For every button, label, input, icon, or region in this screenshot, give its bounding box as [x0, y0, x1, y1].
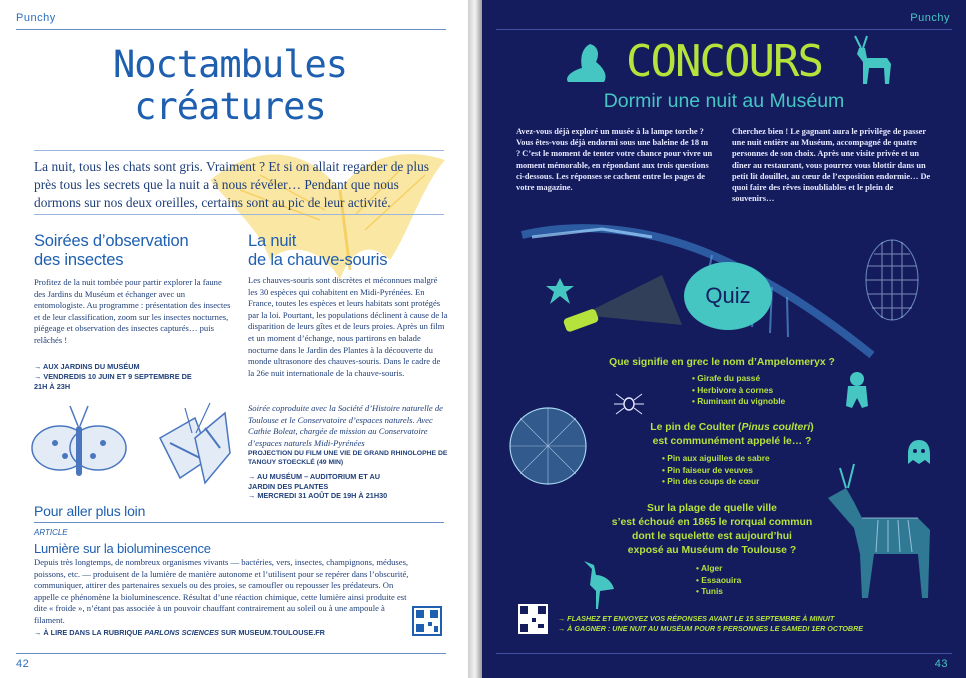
question-1-answers [692, 373, 832, 408]
article-title: Lumière sur la bioluminescence [34, 541, 211, 556]
q1-answer-2[interactable]: • Herbivore à cornes [692, 384, 774, 395]
q3-answer-1[interactable]: • Alger [696, 563, 723, 573]
question-2: Le pin de Coulter (Pinus coulteri) est communément appelé le… ? [650, 422, 814, 447]
heron-icon [578, 555, 620, 611]
insects-when: → VENDREDIS 10 JUIN ET 9 SEPTEMBRE DE 21H À 23H [34, 372, 192, 391]
top-rule-right [496, 29, 952, 30]
page-number-left: 42 [16, 658, 30, 670]
contest-col2: Cherchez bien ! Le gagnant aura le privilège de passer une nuit entière au Muséum, accompagné de quatre personnes de son choix. Après une visite privée et un dîner au restaurant, vous pourrez vous blottir dans un petit lit douillet, au cœur de l’exposition endormie… De quoi faire des rêves inoubliables et le plein de souvenirs… [732, 127, 931, 204]
contest-title: CONCOURS [626, 36, 822, 87]
bottom-rule-right [496, 653, 952, 654]
ampelomeryx-illustration [818, 458, 948, 608]
contest-footer [558, 614, 958, 634]
question-1: Que signifie en grec le nom d’Ampelomeryx ? [609, 357, 835, 368]
q2-answer-1[interactable]: • Pin aux aiguilles de sabre [662, 453, 770, 463]
brand-label-right: Punchy [910, 12, 950, 24]
monkey-icon [840, 370, 874, 410]
book-gutter [468, 0, 482, 678]
q3-answer-2[interactable]: • Essaouira [696, 574, 742, 585]
intro-text: La nuit, tous les chats sont gris. Vraiment ? Et si on allait regarder de plus près tous les secrets que la nuit a à nous révéler… Pendant que nous dormons sur nos deux oreilles, certains sont au pic de leur activité. [34, 159, 429, 210]
top-rule [16, 29, 446, 30]
bats-heading: La nuit de la chauve-souris [248, 232, 388, 269]
contest-col1: Avez-vous déjà exploré un musée à la lampe torche ? Vous êtes-vous déjà endormi sous une baleine de 18 m ? C’est le moment de tenter votre chance pour vivre un moment mémorable, en répondant aux trois questions ci-dessous. Les réponses se cachent entre les pages de votre magazine. [516, 127, 713, 193]
question-3-answers [696, 563, 786, 598]
insects-where: → AUX JARDINS DU MUSÉUM [34, 362, 140, 371]
left-page [0, 0, 468, 678]
quiz-badge: Quiz [684, 262, 772, 330]
brand-label: Punchy [16, 12, 56, 24]
contest-prize: → À GAGNER : UNE NUIT AU MUSÉUM POUR 5 PERSONNES LE SAMEDI 1ER OCTOBRE [558, 624, 864, 633]
radiolarian-illustration [506, 404, 590, 488]
qr-code-left[interactable] [412, 606, 442, 636]
insects-heading: Soirées d’observation des insectes [34, 232, 189, 269]
insects-body: Profitez de la nuit tombée pour partir explorer la faune des Jardins du Muséum et échanger avec un entomologiste. Au programme : présentation des insectes et de leur classification, zoom sur les insectes nocturnes, piégeage et observation des insectes capturés… puis relâchés ! [34, 277, 231, 345]
intro-rule-bottom [34, 214, 444, 215]
qr-code-right[interactable] [518, 604, 548, 634]
article-link[interactable]: → À LIRE DANS LA RUBRIQUE PARLONS SCIENCES SUR MUSEUM.TOULOUSE.FR [34, 628, 325, 637]
bats-when: → MERCREDI 31 AOÛT DE 19H À 21H30 [248, 491, 388, 500]
q3-answer-3[interactable]: • Tunis [696, 586, 723, 596]
q1-answer-1[interactable]: • Girafe du passé [692, 373, 761, 383]
q2-answer-3[interactable]: • Pin des coups de cœur [662, 476, 760, 486]
bats-projection: PROJECTION DU FILM UNE VIE DE GRAND RHINOLOPHE DE TANGUY STOECKLÉ (49 MIN) [248, 450, 448, 466]
moth-illustrations [20, 398, 240, 493]
bats-body: Les chauves-souris sont discrètes et méconnues malgré les 30 espèces qui cohabitent en Midi-Pyrénées. En France, toutes les espèces et leurs habitats sont protégés par la loi. Pourtant, les populations déclinent à cause de la disparition de leurs gîtes et de leurs proies. Après un film et un moment d’échange, nous partirons en balade nocturne dans le Jardin des Plantes à la découverte du monde ultrasonore des chauves-souris. Dans le cadre de la 26e nuit internationale de la chauve-souris. [248, 275, 448, 378]
page-number-right: 43 [934, 658, 948, 670]
pine-cone-illustration [862, 236, 922, 324]
right-page [482, 0, 966, 678]
contest-subtitle: Dormir une nuit au Muséum [603, 90, 845, 112]
contest-deadline: → FLASHEZ ET ENVOYEZ VOS RÉPONSES AVANT LE 15 SEPTEMBRE À MINUIT [558, 614, 835, 623]
question-3: Sur la plage de quelle ville s’est échoué en 1865 le rorqual commun dont le squelette est aujourd’hui exposé au Muséum de Toulouse ? [611, 503, 813, 556]
article-kicker: ARTICLE [34, 528, 68, 537]
question-2-answers [662, 453, 832, 488]
q2-answer-2[interactable]: • Pin faiseur de veuves [662, 464, 753, 475]
bats-credits: Soirée coproduite avec la Société d’Histoire naturelle de Toulouse et le Conservatoire d’espaces naturels. Avec Cathie Boleat, chargée de mission au Conservatoire d’espaces naturels Midi-Pyrénées [248, 403, 443, 448]
bats-where: → AU MUSÉUM – AUDITORIUM ET AU JARDIN DES PLANTES [248, 472, 381, 491]
further-rule [34, 522, 444, 523]
spider-icon [614, 392, 644, 416]
further-heading: Pour aller plus loin [34, 503, 146, 519]
page-title: Noctambules créatures [112, 43, 348, 128]
shell-icon [544, 276, 576, 306]
bottom-rule [16, 653, 446, 654]
q1-answer-3[interactable]: • Ruminant du vignoble [692, 396, 786, 406]
article-body: Depuis très longtemps, de nombreux organismes vivants — bactéries, vers, insectes, champignons, méduses, poissons, etc. — produisent de la lumière de manière autonome et l’utilisent pour se repérer dans l’obscurité, communiquer, attirer des partenaires sexuels ou des proies, se camoufler ou repousser les prédateurs. On appelle ce phénomène la bioluminescence. Résultat d’une réaction chimique, cette lumière ainsi produite est dite « froide », n’étant pas associée à un pouvoir chauffant contrairement au soleil ou à une ampoule à filament. [34, 557, 409, 625]
intro-rule-top [34, 150, 444, 151]
